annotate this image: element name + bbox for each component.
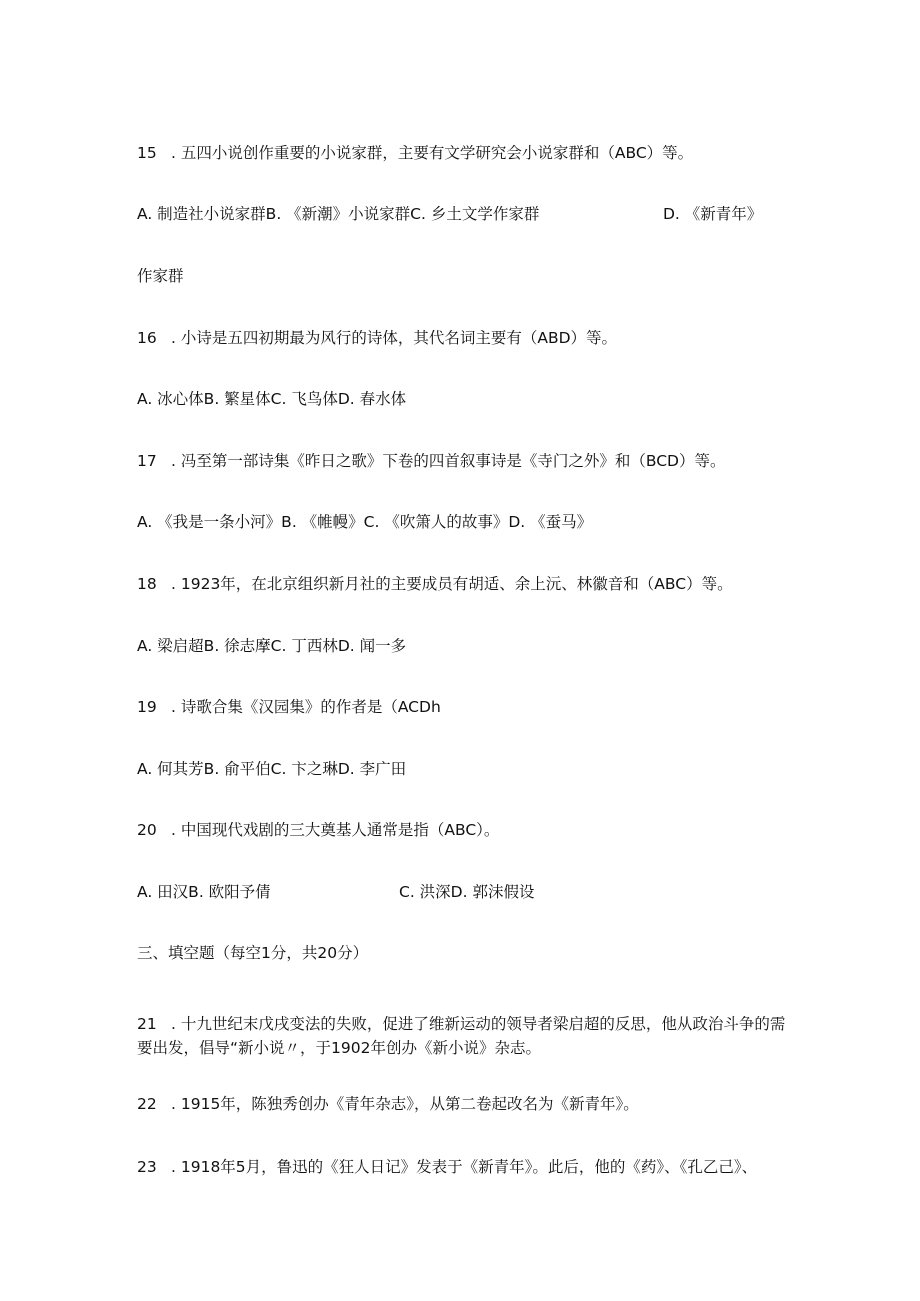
question-text: . 1923年，在北京组织新月社的主要成员有胡适、余上沅、林徽音和（ABC）等。: [171, 575, 733, 593]
question-text: . 小诗是五四初期最为风行的诗体，其代名词主要有（ABD）等。: [171, 329, 618, 347]
question-text: . 冯至第一部诗集《昨日之歌》下卷的四首叙事诗是《寺门之外》和（BCD）等。: [171, 452, 726, 470]
options-text: A. 田汉B. 欧阳予倩: [137, 883, 271, 901]
question-text: . 1915年，陈独秀创办《青年杂志》，从第二卷起改名为《新青年》。: [171, 1095, 639, 1113]
fill-22: [137, 1093, 639, 1115]
question-number: 23: [137, 1158, 157, 1176]
option-15-d: D. 《新青年》: [663, 205, 763, 223]
question-number: 17: [137, 452, 157, 470]
options-16: [137, 388, 406, 410]
options-18: [137, 635, 406, 657]
question-number: 18: [137, 575, 157, 593]
question-text: . 1918年5月，鲁迅的《狂人日记》发表于《新青年》。此后，他的《药》、《孔乙己》、: [171, 1158, 758, 1176]
question-text: . 中国现代戏剧的三大奠基人通常是指（ABC）。: [171, 821, 500, 839]
question-16: [137, 327, 617, 349]
question-20: [137, 819, 499, 841]
question-19: [137, 696, 441, 718]
question-15: [137, 142, 693, 164]
options-text: A. 制造社小说家群B. 《新潮》小说家群C. 乡土文学作家群: [137, 205, 540, 223]
section-title: 三、填空题（每空1分，共20分）: [137, 944, 369, 962]
question-number: 22: [137, 1095, 157, 1113]
question-number: 20: [137, 821, 157, 839]
fill-23: [137, 1156, 757, 1178]
options-20-right: C. 洪深D. 郭沫假设: [399, 883, 535, 901]
question-17: [137, 450, 725, 472]
question-text: . 十九世纪末戊戌变法的失败，促进了维新运动的领导者梁启超的反思，他从政治斗争的需要出发，倡导“新小说〃，于1902年创办《新小说》杂志。: [137, 1015, 786, 1057]
options-text: A. 何其芳B. 俞平伯C. 卞之琳D. 李广田: [137, 760, 407, 778]
question-number: 16: [137, 329, 157, 347]
question-number: 21: [137, 1015, 157, 1033]
options-text: A. 冰心体B. 繁星体C. 飞鸟体D. 春水体: [137, 390, 407, 408]
question-18: [137, 573, 733, 595]
options-text: A. 梁启超B. 徐志摩C. 丁西林D. 闻一多: [137, 637, 407, 655]
question-number: 15: [137, 144, 157, 162]
options-20: [137, 881, 271, 903]
fill-21: [137, 1012, 787, 1060]
options-15-continued: [137, 265, 184, 287]
options-text: 作家群: [137, 267, 184, 285]
question-text: . 诗歌合集《汉园集》的作者是（ACDh: [171, 698, 441, 716]
question-number: 19: [137, 698, 157, 716]
options-19: [137, 758, 406, 780]
options-15: [137, 203, 539, 225]
options-17: [137, 511, 592, 533]
options-text: A. 《我是一条小河》B. 《帷幔》C. 《吹箫人的故事》D. 《蚕马》: [137, 513, 593, 531]
question-text: . 五四小说创作重要的小说家群，主要有文学研究会小说家群和（ABC）等。: [171, 144, 694, 162]
